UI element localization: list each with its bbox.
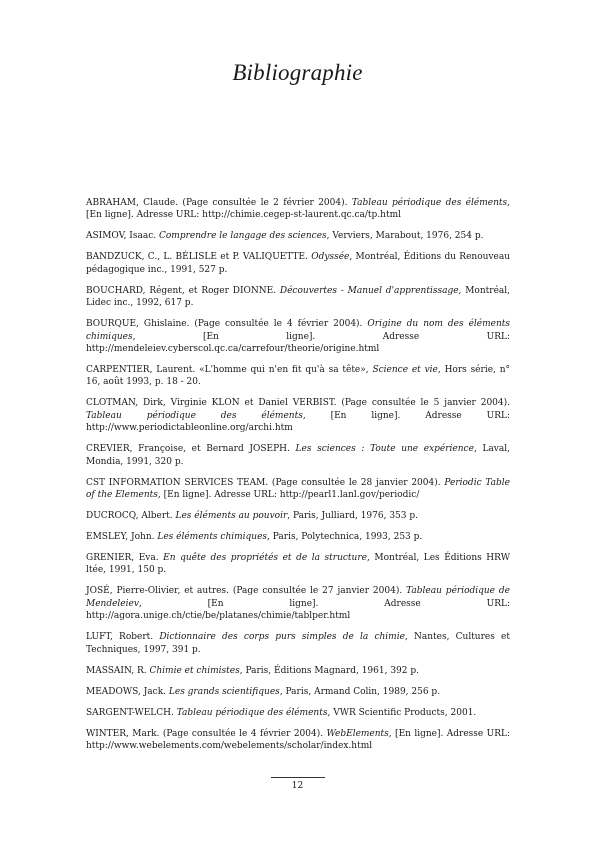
entry-title: Les éléments au pouvoir bbox=[175, 511, 288, 522]
entry-title: Origine du nom des éléments chimiques bbox=[86, 319, 510, 342]
bibliography-entry bbox=[86, 364, 510, 389]
entry-details: , [En ligne]. Adresse URL: http://mendeleiev.cyberscol.qc.ca/carrefour/theorie/origine.html bbox=[86, 331, 510, 355]
entry-details: , [En ligne]. Adresse URL: http://agora.unige.ch/ctie/be/platanes/chimie/tablper.html bbox=[86, 598, 510, 622]
entry-title: Science et vie bbox=[372, 365, 438, 376]
entry-author: DUCROCQ, Albert. bbox=[86, 511, 176, 522]
entry-author: GRENIER, Eva. bbox=[86, 553, 164, 564]
bibliography-entry bbox=[86, 686, 510, 698]
entry-details: , [En ligne]. Adresse URL: http://pearl1.lanl.gov/periodic/ bbox=[157, 490, 420, 501]
entry-details: , Hors série, n° 16, août 1993, p. 18 - 20. bbox=[86, 365, 510, 388]
entry-author: LUFT, Robert. bbox=[86, 632, 160, 643]
entry-title: Chimie et chimistes bbox=[149, 665, 240, 676]
bibliography-entry bbox=[86, 585, 510, 622]
entry-details: , Montréal, Lidec inc., 1992, 617 p. bbox=[86, 285, 510, 309]
entry-details: , Paris, Julliard, 1976, 353 p. bbox=[287, 511, 418, 522]
entry-title: Découvertes - Manuel d'apprentissage bbox=[279, 285, 459, 296]
bibliography-entry bbox=[86, 230, 510, 242]
entry-author: CST INFORMATION SERVICES TEAM. (Page consultée le 28 janvier 2004). bbox=[86, 477, 445, 488]
entry-title: Tableau périodique des éléments bbox=[351, 198, 508, 208]
entry-details: , Paris, Éditions Magnard, 1961, 392 p. bbox=[239, 665, 419, 676]
entry-author: ASIMOV, Isaac. bbox=[86, 231, 159, 242]
entry-title: Odyssée bbox=[311, 252, 350, 263]
entry-author: CLOTMAN, Dirk, Virginie KLON et Daniel VERBIST. (Page consultée le 5 janvier 2004). bbox=[86, 398, 510, 409]
entry-author: WINTER, Mark. (Page consultée le 4 février 2004). bbox=[86, 728, 327, 739]
entry-title: Comprendre le langage des sciences bbox=[158, 231, 327, 242]
entry-title: Tableau périodique des éléments bbox=[176, 707, 328, 718]
bibliography-entry bbox=[86, 197, 510, 222]
entry-details: , Paris, Polytechnica, 1993, 253 p. bbox=[267, 532, 423, 543]
entry-title: En quête des propriétés et de la structure bbox=[163, 553, 367, 564]
bibliography-entry bbox=[86, 552, 510, 577]
entry-details: , [En ligne]. Adresse URL: http://www.webelements.com/webelements/scholar/index.html bbox=[86, 728, 510, 752]
entry-details: , Montréal, Les Éditions HRW ltée, 1991, 150 p. bbox=[86, 553, 510, 576]
bibliography-list bbox=[86, 197, 510, 761]
entry-details: , Nantes, Cultures et Techniques, 1997, 391 p. bbox=[86, 632, 510, 655]
bibliography-entry bbox=[86, 443, 510, 468]
bibliography-entry bbox=[86, 665, 510, 677]
entry-details: , Verviers, Marabout, 1976, 254 p. bbox=[326, 231, 484, 242]
entry-author: MASSAIN, R. bbox=[86, 665, 150, 676]
entry-author: JOSÉ, Pierre-Olivier, et autres. (Page consultée le 27 janvier 2004). bbox=[86, 586, 407, 597]
bibliography-entry bbox=[86, 477, 510, 502]
bibliography-entry bbox=[86, 285, 510, 310]
entry-author: SARGENT-WELCH. bbox=[86, 707, 177, 718]
entry-title: Les sciences : Toute une expérience bbox=[295, 444, 474, 455]
entry-author: BANDZUCK, C., L. BÉLISLE et P. VALIQUETTE. bbox=[86, 252, 312, 263]
entry-author: MEADOWS, Jack. bbox=[86, 686, 169, 697]
entry-details: , VWR Scientific Products, 2001. bbox=[327, 707, 477, 718]
entry-author: CREVIER, Françoise, et Bernard JOSEPH. bbox=[86, 444, 296, 455]
bibliography-entry bbox=[86, 397, 510, 434]
entry-title: Les éléments chimiques bbox=[157, 532, 268, 543]
bibliography-entry bbox=[86, 707, 510, 719]
entry-title: Periodic Table of the Elements bbox=[86, 477, 511, 501]
bibliography-entry bbox=[86, 728, 510, 753]
entry-details: , Montréal, Éditions du Renouveau pédagogique inc., 1991, 527 p. bbox=[86, 252, 510, 275]
entry-title: Tableau périodique de Mendeleiev bbox=[86, 586, 510, 609]
entry-title: Dictionnaire des corps purs simples de la chimie bbox=[159, 632, 405, 643]
entry-author: CARPENTIER, Laurent. «L'homme qui n'en fit qu'à sa tête», bbox=[86, 365, 373, 376]
entry-details: , Paris, Armand Colin, 1989, 256 p. bbox=[279, 686, 441, 697]
entry-author: EMSLEY, John. bbox=[86, 532, 158, 543]
bibliography-entry bbox=[86, 531, 510, 543]
entry-author: ABRAHAM, Claude. (Page consultée le 2 février 2004). bbox=[86, 198, 352, 208]
entry-author: BOURQUE, Ghislaine. (Page consultée le 4 février 2004). bbox=[86, 319, 368, 330]
entry-details: , Laval, Mondia, 1991, 320 p. bbox=[86, 444, 510, 467]
footer-rule bbox=[271, 777, 325, 778]
bibliography-entry bbox=[86, 318, 510, 355]
bibliography-entry bbox=[86, 631, 510, 656]
entry-title: Tableau périodique des éléments bbox=[86, 410, 303, 421]
entry-details: , [En ligne]. Adresse URL: http://chimie.cegep-st-laurent.qc.ca/tp.html bbox=[86, 198, 510, 221]
bibliography-entry bbox=[86, 510, 510, 522]
entry-title: WebElements bbox=[326, 728, 389, 739]
entry-details: , [En ligne]. Adresse URL: http://www.periodictableonline.org/archi.htm bbox=[86, 410, 510, 434]
entry-author: BOUCHARD, Régent, et Roger DIONNE. bbox=[86, 285, 280, 296]
page-title: Bibliographie bbox=[232, 60, 363, 85]
entry-title: Les grands scientifiques bbox=[168, 686, 280, 697]
page-number: 12 bbox=[291, 781, 304, 791]
bibliography-entry bbox=[86, 251, 510, 276]
